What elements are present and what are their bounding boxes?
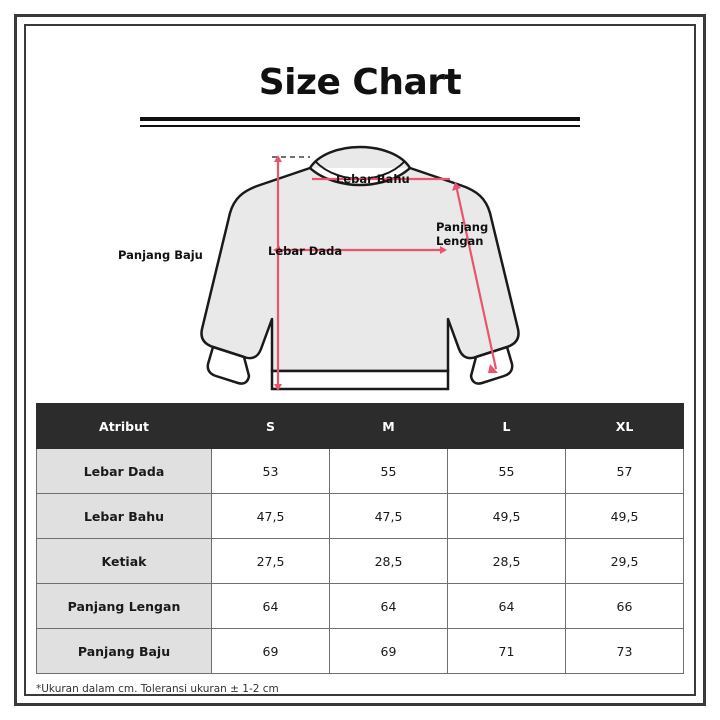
row-attribute: Ketiak [37, 539, 212, 584]
cell-l: 71 [448, 629, 566, 674]
cell-s: 27,5 [212, 539, 330, 584]
title-rule-thin [140, 125, 580, 127]
cell-m: 47,5 [330, 494, 448, 539]
column-header-l: L [448, 404, 566, 449]
table-row [37, 539, 684, 584]
cell-s: 53 [212, 449, 330, 494]
cell-l: 55 [448, 449, 566, 494]
label-panjang-lengan-line2: Lengan [436, 233, 484, 248]
table-row [37, 584, 684, 629]
cell-s: 64 [212, 584, 330, 629]
cell-m: 55 [330, 449, 448, 494]
table-header-row [37, 404, 684, 449]
cell-xl: 57 [566, 449, 684, 494]
page-title: Size Chart [258, 62, 462, 103]
size-table-head [37, 404, 684, 449]
row-attribute: Lebar Dada [37, 449, 212, 494]
page-content [36, 36, 684, 695]
title-rule-thick [140, 117, 580, 121]
label-panjang-lengan-line1: Panjang [436, 220, 489, 234]
row-attribute: Panjang Lengan [37, 584, 212, 629]
column-header-s: S [212, 404, 330, 449]
footnote: *Ukuran dalam cm. Toleransi ukuran ± 1-2 cm [36, 683, 279, 695]
table-row [37, 449, 684, 494]
column-header-atribut: Atribut [37, 404, 212, 449]
cell-l: 64 [448, 584, 566, 629]
garment-illustration [36, 133, 684, 401]
label-lebar-dada: Lebar Dada [268, 244, 343, 258]
cell-xl: 66 [566, 584, 684, 629]
column-header-m: M [330, 404, 448, 449]
table-row [37, 629, 684, 674]
table-row [37, 494, 684, 539]
cell-xl: 49,5 [566, 494, 684, 539]
size-table [36, 403, 684, 674]
cell-m: 69 [330, 629, 448, 674]
cell-xl: 73 [566, 629, 684, 674]
label-lebar-bahu: Lebar Bahu [336, 172, 410, 186]
cell-s: 69 [212, 629, 330, 674]
row-attribute: Lebar Bahu [37, 494, 212, 539]
label-panjang-baju: Panjang Baju [118, 248, 203, 262]
row-attribute: Panjang Baju [37, 629, 212, 674]
cell-m: 64 [330, 584, 448, 629]
cell-l: 28,5 [448, 539, 566, 584]
title-underline [140, 117, 580, 127]
size-table-body [37, 449, 684, 674]
cell-m: 28,5 [330, 539, 448, 584]
cell-xl: 29,5 [566, 539, 684, 584]
cell-s: 47,5 [212, 494, 330, 539]
label-panjang-lengan [436, 221, 488, 249]
column-header-xl: XL [566, 404, 684, 449]
cell-l: 49,5 [448, 494, 566, 539]
